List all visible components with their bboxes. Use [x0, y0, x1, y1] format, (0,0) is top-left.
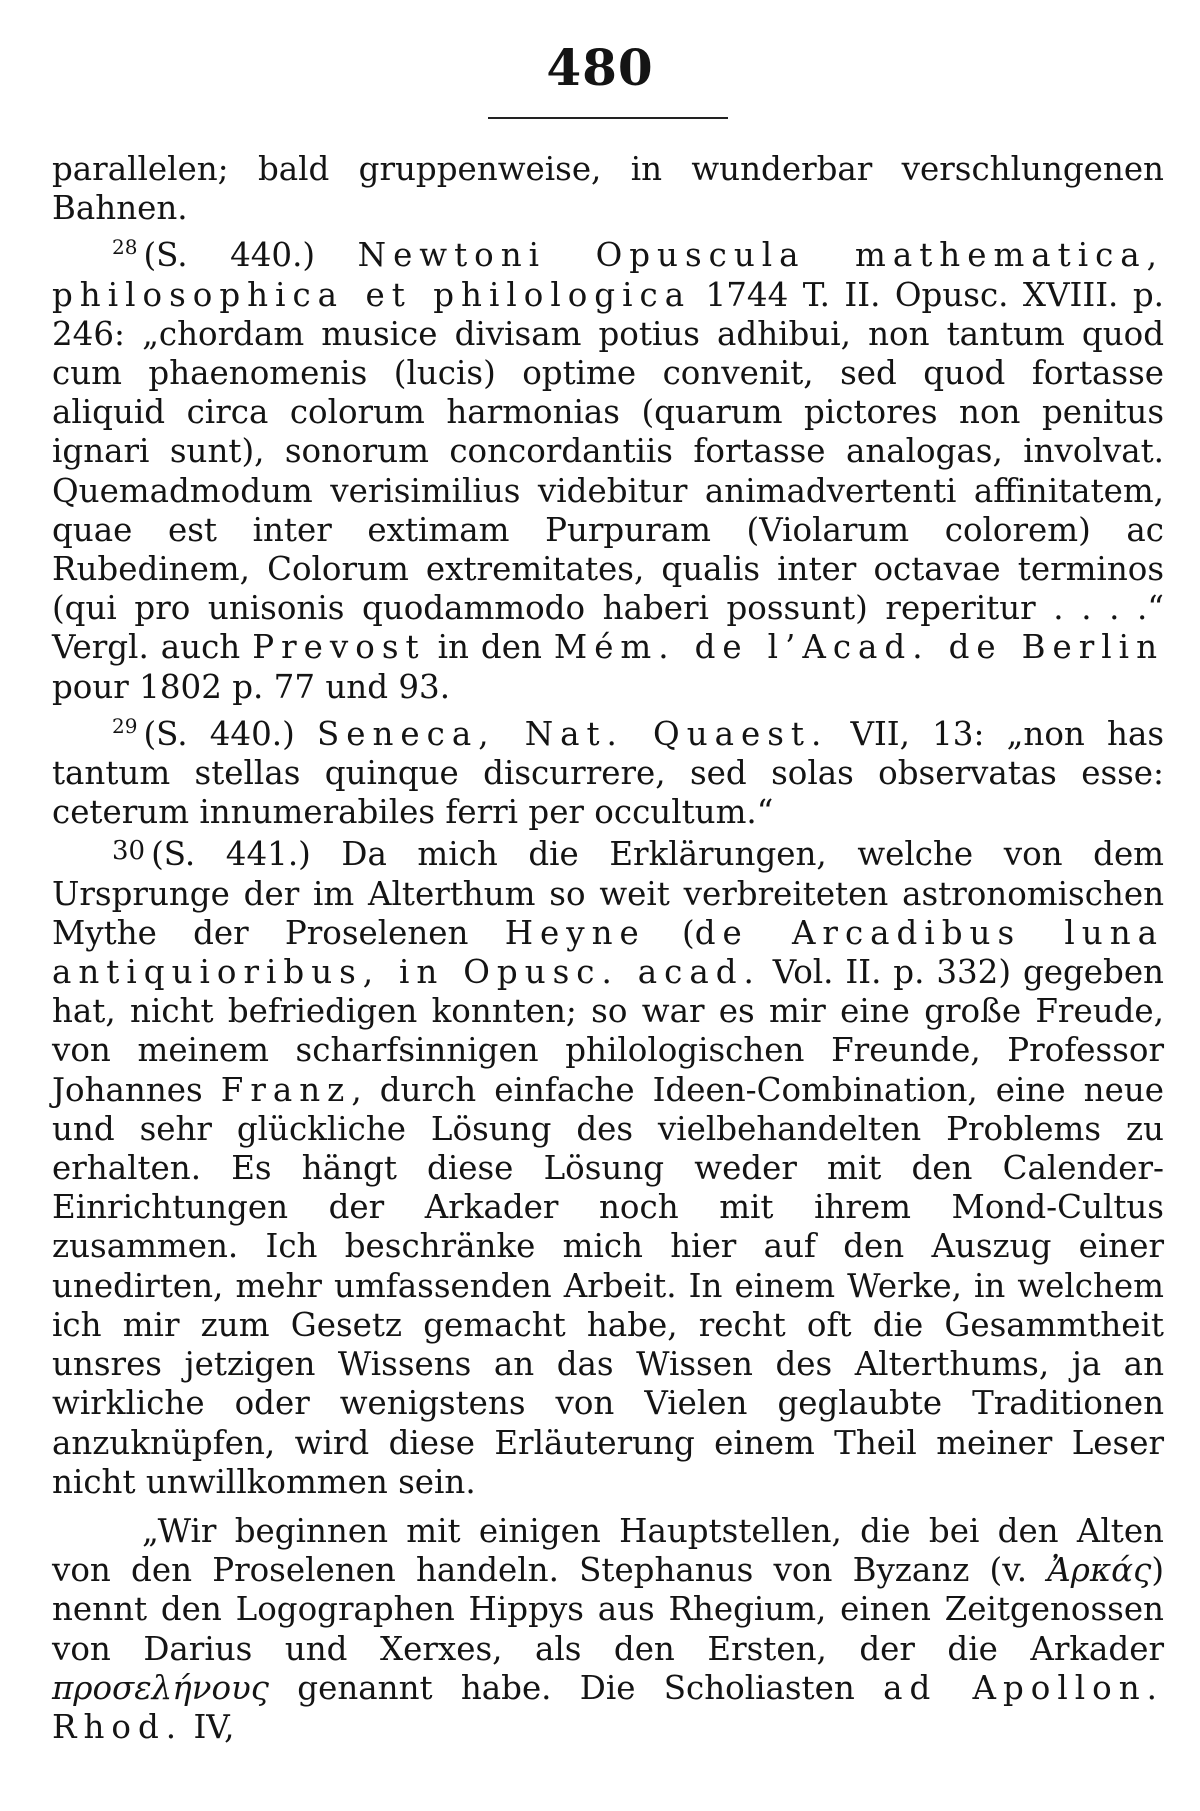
quoted-paragraph [52, 1512, 1164, 1747]
footnote-number: 30 [112, 836, 146, 867]
footnote-28 [52, 228, 1164, 706]
greek-text: Ἀρκάς [1047, 1551, 1152, 1590]
text-span: de Arcadibus luna antiquioribus, in Opusc. acad. [52, 913, 1164, 992]
text-span: ( [645, 913, 695, 952]
text-span: VII, 13: „non has tantum stellas quinque discurrere, sed solas observatas esse: ceterum innumerabiles ferri per occultum.“ [52, 714, 1164, 832]
greek-text: προσελήνους [52, 1668, 270, 1707]
footnote-number: 28 [112, 235, 138, 260]
text-span: , durch einfache Ideen-Combination, eine neue und sehr glückliche Lösung des vielbehandelten Problems zu erhalten. Es hängt diese Lösung weder mit den Calender-Einrichtungen der Arkader noch mit ihrem Mond-Cultus zusammen. Ich beschränke mich hier auf den Auszug einer unedirten, mehr umfassenden Arbeit. In einem Werke, in welchem ich mir zum Gesetz gemacht habe, recht oft die Gesammtheit unsres jetzigen Wissens an das Wissen des Alterthums, ja an wirkliche oder wenigstens von Vielen geglaubte Traditionen anzuknüpfen, wird diese Erläuterung einem Theil meiner Leser nicht unwillkommen sein. [52, 1070, 1165, 1501]
text-span: Franz [220, 1070, 352, 1109]
text-span: IV, [183, 1707, 235, 1746]
text-span: (S. 441.) Da mich die Erklärungen, welche von dem Ursprunge der im Alterthum so weit verbreiteten astronomischen Mythe der Proselenen [52, 835, 1164, 952]
footnote-30 [52, 832, 1164, 1501]
text-span: parallelen; bald gruppenweise, in wunderbar verschlungenen Bahnen. [52, 150, 1164, 228]
text-span: in den [425, 628, 554, 667]
footnote-29 [52, 707, 1164, 833]
text-span: Prevost [252, 628, 426, 667]
paragraph-continuation [52, 150, 1164, 228]
text-span: genannt habe. Die Scholiasten [269, 1668, 884, 1707]
text-span: Heyne [504, 913, 646, 952]
page-number: 480 [546, 38, 654, 97]
text-span: „Wir beginnen mit einigen Hauptstellen, die bei den Alten von den Proselenen handeln. Stephanus von Byzanz (v. [52, 1511, 1164, 1590]
text-span: (S. 440.) [143, 236, 358, 275]
header-rule [488, 117, 728, 119]
text-span: (S. 440.) [143, 714, 317, 753]
text-span: Seneca, Nat. Quaest. [316, 714, 829, 753]
text-span: 1744 T. II. Opusc. XVIII. p. 246: „chordam musice divisam potius adhibui, non tantum quod cum phaenomenis (lucis) optime convenit, sed quod fortasse aliquid circa colorum harmonias (quarum pictores non penitus ignari sunt), sonorum concordantiis fortasse analogas, involvat. Quemadmodum verisimilius videbitur animadvertenti affinitatem, quae est inter extimam Purpuram (Violarum colorem) ac Rubedinem, Colorum extremitates, qualis inter octavae terminos (qui pro unisonis quodammodo haberi possunt) reperitur . . . .“ Vergl. auch [52, 275, 1164, 667]
footnote-number: 29 [112, 713, 138, 738]
body-text [52, 150, 1164, 1747]
text-span: ) nennt den Logographen Hippys aus Rhegium, einen Zeitgenossen von Darius und Xerxes, als den Ersten, der die Arkader [52, 1551, 1164, 1668]
text-span: Vol. II. p. 332) gegeben hat, nicht befriedigen konnten; so war es mir eine große Freude, von meinem scharfsinnigen philologischen Freunde, Professor Johannes [52, 953, 1164, 1109]
text-span: Newtoni Opuscula mathematica, philosophica et philologica [52, 236, 1165, 314]
text-span: ad Apollon. Rhod. [52, 1668, 1164, 1746]
text-span: Mém. de l’Acad. de Berlin [553, 628, 1164, 667]
text-span: pour 1802 p. 77 und 93. [52, 667, 451, 706]
